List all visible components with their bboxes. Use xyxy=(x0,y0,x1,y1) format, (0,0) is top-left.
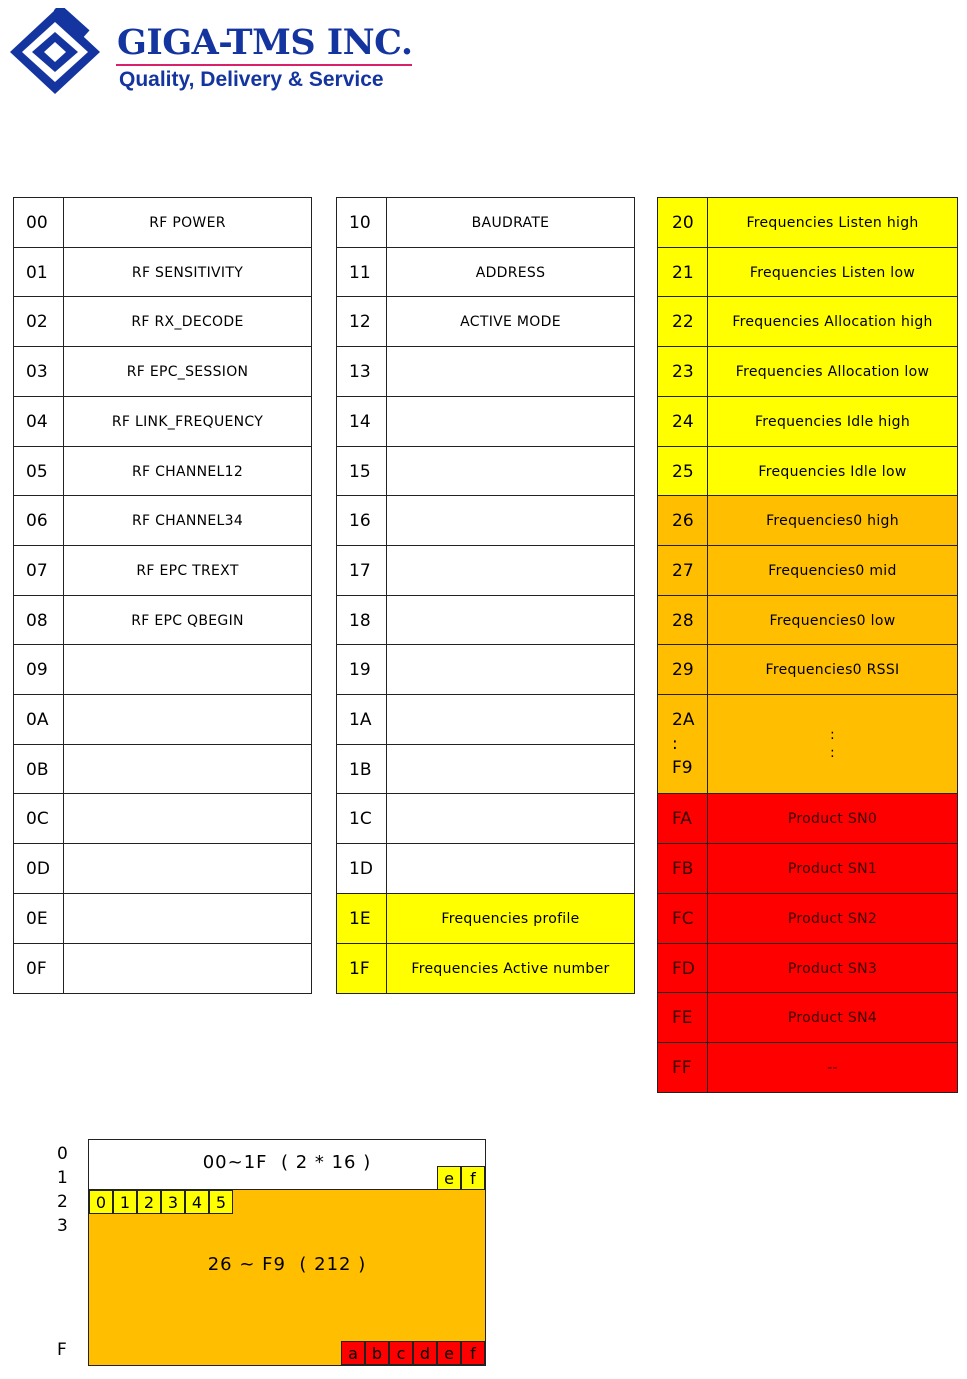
register-name: RF POWER xyxy=(149,214,226,231)
register-address: 15 xyxy=(337,447,387,496)
register-name xyxy=(64,894,311,943)
memory-map-main-caption: 26 ~ F9 ( 212 ) xyxy=(207,1254,367,1275)
register-row xyxy=(13,446,312,497)
memory-map-region-00-1f xyxy=(89,1140,485,1190)
memory-map-cell: 2 xyxy=(137,1190,161,1214)
register-address: 18 xyxy=(337,596,387,645)
register-address: 0E xyxy=(14,894,64,943)
register-address: FF xyxy=(658,1043,708,1092)
register-address: 00 xyxy=(14,198,64,247)
register-name: Frequencies0 high xyxy=(766,512,899,529)
register-row xyxy=(336,197,635,248)
register-address: 16 xyxy=(337,496,387,545)
register-row xyxy=(336,346,635,397)
register-row xyxy=(657,296,958,347)
register-address: 1B xyxy=(337,745,387,794)
register-name xyxy=(387,347,634,396)
register-name: RF EPC QBEGIN xyxy=(131,612,244,629)
register-table-10-1f xyxy=(336,197,635,993)
register-row xyxy=(13,943,312,994)
register-row xyxy=(336,694,635,745)
register-name xyxy=(387,794,634,843)
register-name: BAUDRATE xyxy=(471,214,550,231)
register-name: Frequencies0 RSSI xyxy=(765,661,900,678)
register-name-line: : xyxy=(829,745,836,761)
memory-map-cell: 5 xyxy=(209,1190,233,1214)
register-name xyxy=(387,496,634,545)
register-address: 05 xyxy=(14,447,64,496)
register-name xyxy=(387,447,634,496)
register-row xyxy=(336,396,635,447)
register-row xyxy=(336,296,635,347)
logo-divider xyxy=(116,64,412,66)
memory-map-cell: 3 xyxy=(161,1190,185,1214)
register-address: 01 xyxy=(14,248,64,297)
register-address: 14 xyxy=(337,397,387,446)
register-address: 0B xyxy=(14,745,64,794)
register-address: 07 xyxy=(14,546,64,595)
register-name: Product SN3 xyxy=(787,960,878,977)
register-address: 1A xyxy=(337,695,387,744)
register-name xyxy=(64,745,311,794)
company-name: GIGA-TMS INC. xyxy=(117,22,413,63)
register-name: Frequencies profile xyxy=(441,910,580,927)
register-row xyxy=(657,495,958,546)
register-address: 29 xyxy=(658,645,708,694)
memory-map-row-labels xyxy=(57,1142,68,1238)
memory-map-cell: 1 xyxy=(113,1190,137,1214)
register-row xyxy=(13,346,312,397)
register-name xyxy=(64,695,311,744)
register-name: RF SENSITIVITY xyxy=(131,264,244,281)
register-name xyxy=(387,695,634,744)
register-row xyxy=(657,197,958,248)
memory-map-cell: 4 xyxy=(185,1190,209,1214)
register-name: RF CHANNEL12 xyxy=(131,463,244,480)
memory-map-row-label: 2 xyxy=(57,1192,68,1212)
register-row xyxy=(657,1042,958,1093)
register-row xyxy=(336,943,635,994)
register-name xyxy=(64,944,311,993)
register-name: Product SN0 xyxy=(787,810,878,827)
register-row xyxy=(13,545,312,596)
register-name xyxy=(387,546,634,595)
memory-map-row-label: 3 xyxy=(57,1216,68,1236)
memory-map-cell: c xyxy=(389,1341,413,1365)
register-name: Frequencies Active number xyxy=(411,960,610,977)
register-address: FC xyxy=(658,894,708,943)
register-row xyxy=(336,793,635,844)
register-address: 08 xyxy=(14,596,64,645)
memory-map-row-label: 0 xyxy=(57,1144,68,1164)
register-address-line: F9 xyxy=(672,758,693,778)
register-address: FB xyxy=(658,844,708,893)
memory-map-cell: f xyxy=(461,1166,485,1190)
register-name: -- xyxy=(827,1059,838,1076)
register-row xyxy=(13,296,312,347)
register-address: 0C xyxy=(14,794,64,843)
register-address: 19 xyxy=(337,645,387,694)
register-address: 1E xyxy=(337,894,387,943)
memory-map-row-label-f: F xyxy=(57,1340,67,1360)
register-row xyxy=(13,396,312,447)
memory-map xyxy=(88,1139,486,1366)
register-name xyxy=(387,745,634,794)
memory-map-cell: e xyxy=(437,1166,461,1190)
register-name xyxy=(387,645,634,694)
register-address: 10 xyxy=(337,198,387,247)
register-address: 22 xyxy=(658,297,708,346)
memory-map-cell: b xyxy=(365,1341,389,1365)
register-row xyxy=(657,644,958,695)
register-address-line: 2A xyxy=(672,710,695,730)
register-address: 21 xyxy=(658,248,708,297)
register-address: 1D xyxy=(337,844,387,893)
register-table-20-ff xyxy=(657,197,958,1093)
register-address: 1F xyxy=(337,944,387,993)
register-name xyxy=(64,645,311,694)
register-row xyxy=(13,744,312,795)
register-address: 27 xyxy=(658,546,708,595)
register-address: 04 xyxy=(14,397,64,446)
register-address: 12 xyxy=(337,297,387,346)
register-address: 25 xyxy=(658,447,708,496)
register-address: 1C xyxy=(337,794,387,843)
register-name: Frequencies Idle low xyxy=(758,463,907,480)
register-name-line: : xyxy=(829,727,836,743)
register-name: Frequencies0 low xyxy=(769,612,896,629)
register-address: 0D xyxy=(14,844,64,893)
memory-map-cell: a xyxy=(341,1341,365,1365)
register-row xyxy=(13,197,312,248)
company-tagline: Quality, Delivery & Service xyxy=(119,68,384,91)
register-address: 0A xyxy=(14,695,64,744)
register-name: RF EPC TREXT xyxy=(136,562,239,579)
register-address: 24 xyxy=(658,397,708,446)
register-name: Frequencies Allocation high xyxy=(732,313,933,330)
register-address: FE xyxy=(658,993,708,1042)
register-name: Frequencies Allocation low xyxy=(735,363,930,380)
register-row xyxy=(657,992,958,1043)
register-name: Product SN4 xyxy=(787,1009,878,1026)
register-row xyxy=(336,247,635,298)
memory-map-cell: d xyxy=(413,1341,437,1365)
register-row xyxy=(13,247,312,298)
register-row xyxy=(13,843,312,894)
register-name xyxy=(64,794,311,843)
logo-diamond-icon xyxy=(8,8,102,96)
register-row xyxy=(657,595,958,646)
register-row xyxy=(336,893,635,944)
memory-map-cell: f xyxy=(461,1341,485,1365)
register-name xyxy=(387,596,634,645)
register-name: Frequencies Listen low xyxy=(749,264,916,281)
register-row xyxy=(657,893,958,944)
register-address-line: : xyxy=(672,734,678,754)
register-row xyxy=(336,644,635,695)
register-row xyxy=(336,495,635,546)
register-address: 13 xyxy=(337,347,387,396)
register-row xyxy=(336,843,635,894)
register-address: 26 xyxy=(658,496,708,545)
register-row xyxy=(13,893,312,944)
register-address: 17 xyxy=(337,546,387,595)
register-name: RF CHANNEL34 xyxy=(131,512,244,529)
register-row xyxy=(13,793,312,844)
register-address: 02 xyxy=(14,297,64,346)
register-name: Frequencies Listen high xyxy=(746,214,919,231)
register-row xyxy=(657,446,958,497)
register-row xyxy=(13,495,312,546)
register-address: 20 xyxy=(658,198,708,247)
register-row xyxy=(657,247,958,298)
register-row xyxy=(336,446,635,497)
register-row xyxy=(336,595,635,646)
register-address: 09 xyxy=(14,645,64,694)
register-name: Product SN1 xyxy=(787,860,878,877)
register-address: 28 xyxy=(658,596,708,645)
register-name xyxy=(64,844,311,893)
register-address: 0F xyxy=(14,944,64,993)
register-row xyxy=(336,545,635,596)
register-name: Product SN2 xyxy=(787,910,878,927)
company-logo xyxy=(8,8,102,96)
register-name: RF EPC_SESSION xyxy=(126,363,249,380)
register-row xyxy=(657,843,958,894)
register-name: RF LINK_FREQUENCY xyxy=(111,413,264,430)
register-address: FD xyxy=(658,944,708,993)
register-row xyxy=(657,943,958,994)
register-name: ACTIVE MODE xyxy=(460,313,561,330)
register-address: FA xyxy=(658,794,708,843)
register-row xyxy=(657,793,958,844)
register-row xyxy=(657,396,958,447)
register-address xyxy=(658,695,708,793)
memory-map-row-label: 1 xyxy=(57,1168,68,1188)
register-row xyxy=(657,694,958,794)
register-row xyxy=(657,545,958,596)
register-address: 11 xyxy=(337,248,387,297)
register-name: Frequencies0 mid xyxy=(768,562,897,579)
register-address: 06 xyxy=(14,496,64,545)
register-table-00-0f xyxy=(13,197,312,993)
memory-map-cell: e xyxy=(437,1341,461,1365)
register-name: RF RX_DECODE xyxy=(131,313,244,330)
register-name xyxy=(708,695,957,793)
register-name: Frequencies Idle high xyxy=(754,413,911,430)
register-row xyxy=(13,694,312,745)
memory-map-cell: 0 xyxy=(89,1190,113,1214)
register-name xyxy=(387,397,634,446)
register-name xyxy=(387,844,634,893)
memory-map-top-caption: 00~1F ( 2 * 16 ) xyxy=(202,1152,372,1173)
register-row xyxy=(13,595,312,646)
register-address: 03 xyxy=(14,347,64,396)
register-row xyxy=(13,644,312,695)
register-row xyxy=(336,744,635,795)
register-name: ADDRESS xyxy=(475,264,546,281)
register-row xyxy=(657,346,958,397)
register-address: 23 xyxy=(658,347,708,396)
